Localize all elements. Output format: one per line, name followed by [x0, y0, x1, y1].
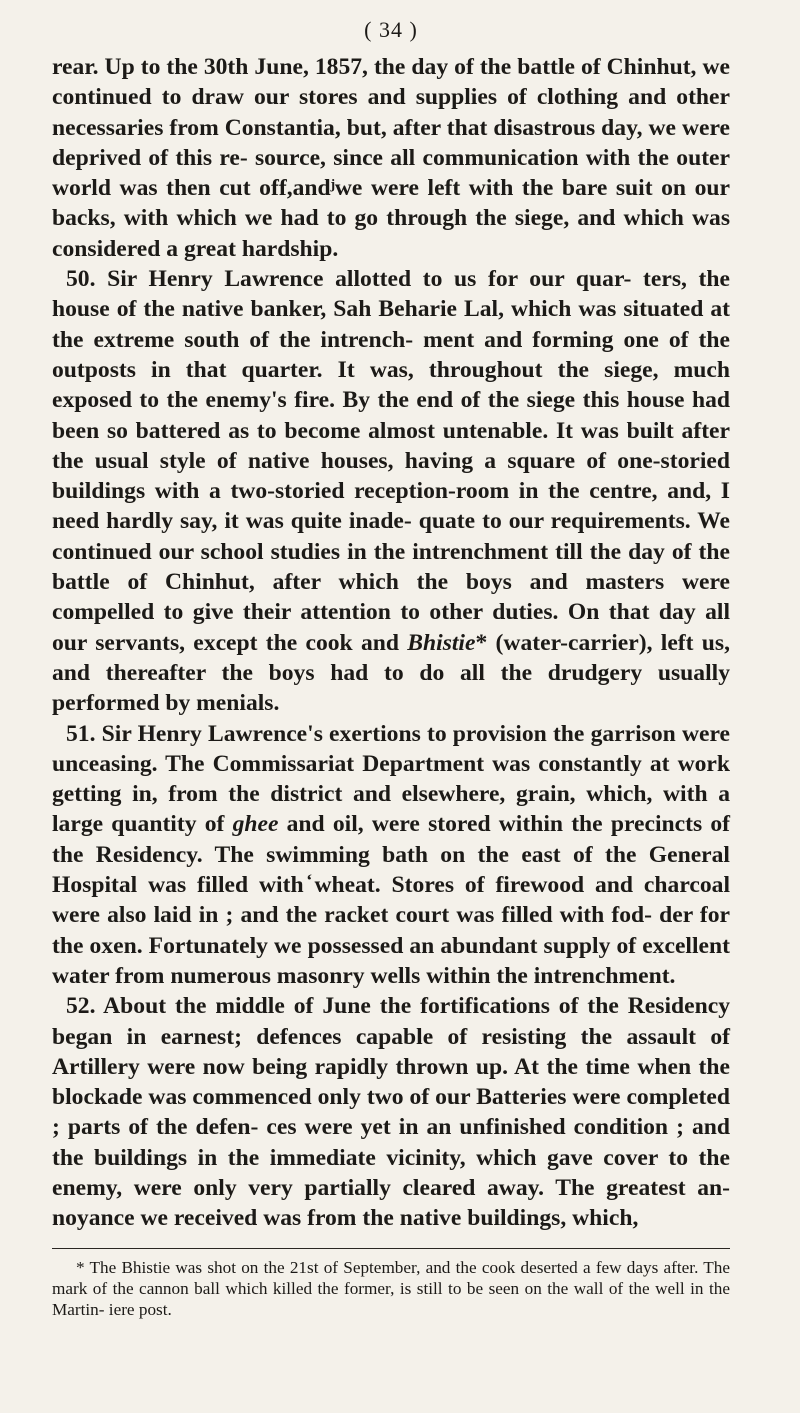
paragraph-51-text-start: 51. Sir Henry Lawrence's exertions to provision the garrison were unceasing. The Commissariat Department was constantly at work getting in, from the district and elsewhere, grain, which, with a large quantity of — [52, 720, 730, 838]
body-text — [52, 52, 730, 1234]
page-number: ( 34 ) — [364, 17, 418, 42]
paragraph-continuation-text: rear. Up to the 30th June, 1857, the day of the battle of Chinhut, we continued to draw our stores and supplies of clothing and other necessaries from Constantia, but, after that disastrous day, we were deprived of this re- source, since all communication with the outer world was then cut off,andʲwe were left with the bare suit on our backs, with which we had to go through the siege, and which was considered a great hardship. — [52, 54, 730, 262]
paragraph-50-text-start: 50. Sir Henry Lawrence allotted to us for our quar- ters, the house of the native banker, Sah Beharie Lal, which was situated at the extreme south of the intrench- ment and forming one of the outposts in that quarter. It was, throughout the siege, much exposed to the enemy's fire. By the end of the siege this house had been so battered as to become almost untenable. It was built after the usual style of native houses, having a square of one-storied buildings with a two-storied reception-room in the centre, and, I need hardly say, it was quite inade- quate to our requirements. We continued our school studies in the intrenchment till the day of the battle of Chinhut, after which the boys and masters were compelled to give their attention to other duties. On that day all our servants, except the cook and — [52, 266, 730, 656]
paragraph-51 — [52, 719, 730, 992]
footnote-divider — [52, 1248, 730, 1249]
footnote — [52, 1257, 730, 1320]
paragraph-continuation — [52, 52, 730, 264]
paragraph-51-text-end: and oil, were stored within the precincts of the Residency. The swimming bath on the east of the General Hospital was filled with ̒wheat. Stores of firewood and charcoal were also laid in ; and the racket court was filled with fod- der for the oxen. Fortunately we possessed an abundant supply of excellent water from numerous masonry wells within the intrenchment. — [52, 811, 730, 989]
ghee-term: ghee — [232, 811, 279, 838]
footnote-text: * The Bhistie was shot on the 21st of September, and the cook deserted a few days after. The mark of the cannon ball which killed the former, is still to be seen on the wall of the well in the Martin- iere post. — [52, 1257, 730, 1319]
paragraph-52 — [52, 991, 730, 1233]
paragraph-52-text: 52. About the middle of June the fortifications of the Residency began in earnest; defences capable of resisting the assault of Artillery were now being rapidly thrown up. At the time when the blockade was commenced only two of our Batteries were completed ; parts of the defen- ces were yet in an unfinished condition ; and the buildings in the immediate vicinity, which gave cover to the enemy, were only very partially cleared away. The greatest an- noyance we received was from the native buildings, which, — [52, 993, 730, 1232]
paragraph-50-text-end: * (water-carrier), left us, and thereafter the boys had to do all the drudgery usually performed by menials. — [52, 629, 730, 717]
bhistie-term: Bhistie — [407, 629, 476, 656]
paragraph-50 — [52, 264, 730, 718]
